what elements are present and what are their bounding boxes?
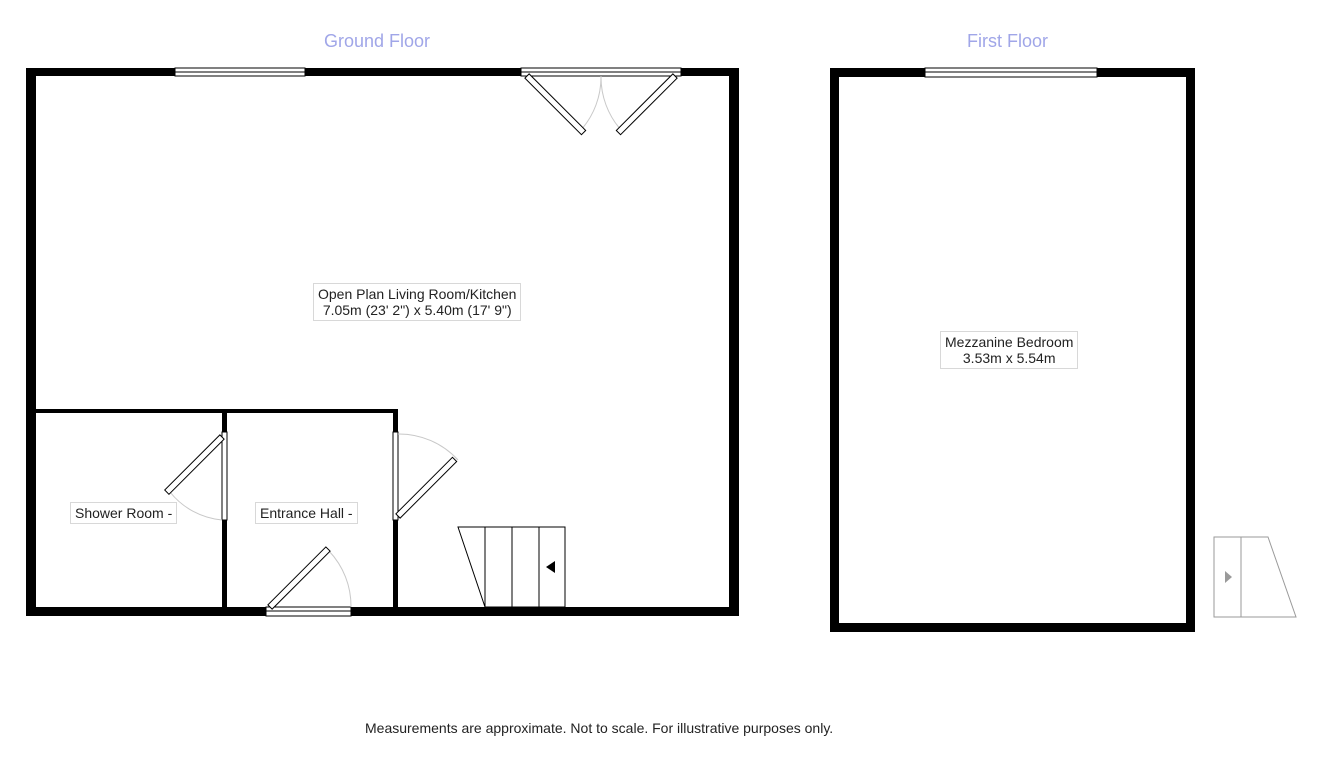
room-name: Open Plan Living Room/Kitchen bbox=[318, 286, 517, 302]
stairs-ground bbox=[458, 527, 565, 607]
room-label-mezzanine-bedroom bbox=[940, 331, 1078, 369]
ground-floor-walls bbox=[26, 68, 739, 616]
room-dimensions: 7.05m (23' 2") x 5.40m (17' 9") bbox=[322, 302, 512, 318]
stairs-first bbox=[1214, 537, 1296, 617]
room-label-entrance-hall bbox=[255, 502, 358, 524]
first-window-top bbox=[925, 68, 1097, 77]
disclaimer-note: Measurements are approximate. Not to scale. For illustrative purposes only. bbox=[365, 720, 834, 736]
ground-window-top bbox=[175, 68, 305, 76]
room-dimensions: 3.53m x 5.54m bbox=[962, 350, 1056, 366]
room-label-shower-room bbox=[70, 502, 177, 524]
front-door bbox=[266, 547, 351, 616]
first-floor-title: First Floor bbox=[967, 31, 1048, 51]
french-doors-top bbox=[521, 68, 681, 135]
room-name: Entrance Hall - bbox=[260, 505, 353, 521]
room-name: Mezzanine Bedroom bbox=[945, 334, 1074, 350]
ground-floor-title: Ground Floor bbox=[324, 31, 431, 51]
door-entrance-hall bbox=[393, 432, 458, 520]
room-label-living-kitchen bbox=[313, 283, 521, 321]
room-name: Shower Room - bbox=[75, 505, 173, 521]
